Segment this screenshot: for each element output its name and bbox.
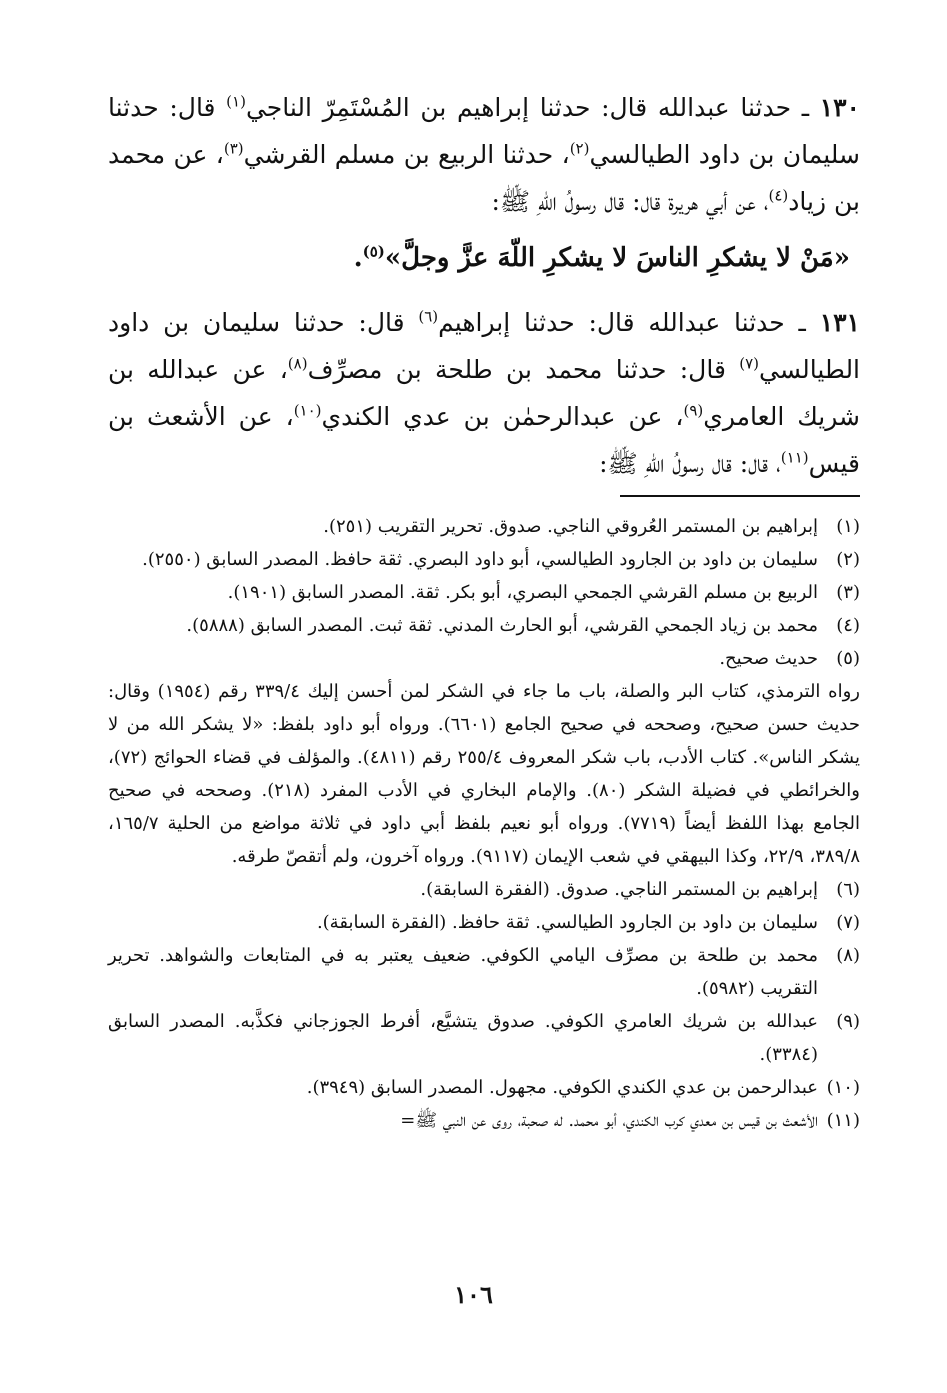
text-span: قال: حدثنا سليمان بن داود الطيالسي bbox=[108, 308, 861, 384]
footnotes bbox=[108, 510, 860, 1137]
text-span: ، قال: قال رسولُ اللّهِ ﷺ: bbox=[599, 449, 781, 478]
footnote-text: سليمان بن داود بن الجارود الطيالسي. ثقة حافظ. (الفقرة السابقة). bbox=[316, 912, 818, 933]
footnote-label: (٥) bbox=[836, 648, 860, 669]
footnote bbox=[108, 939, 860, 1005]
hadith-number: ١٣٠ bbox=[819, 93, 860, 122]
hadith-number: ١٣١ bbox=[819, 308, 860, 337]
footnote-label: (٧) bbox=[836, 912, 860, 933]
footnote-separator bbox=[620, 495, 860, 497]
footnote-ref[interactable]: (٨) bbox=[287, 354, 308, 373]
footnote-ref[interactable]: (٥) bbox=[362, 242, 385, 261]
paragraph-131 bbox=[108, 299, 860, 487]
footnote-text: الأشعث بن قيس بن معدي كرب الكندي، أبو محمد. له صحبة، روى عن النبي ﷺ= bbox=[400, 1110, 818, 1131]
footnote-text: إبراهيم بن المستمر الناجي. صدوق. (الفقرة السابقة). bbox=[420, 879, 818, 900]
footnote-label: (٢) bbox=[836, 549, 860, 570]
footnote-text: محمد بن زياد الجمحي القرشي، أبو الحارث المدني. ثقة ثبت. المصدر السابق (٥٨٨٨). bbox=[186, 615, 818, 636]
footnote-label: (٩) bbox=[836, 1011, 860, 1032]
footnote-ref[interactable]: (٤) bbox=[768, 186, 789, 205]
footnote-label: (٨) bbox=[836, 945, 860, 966]
text-span: ـ حدثنا عبدالله قال: حدثنا إبراهيم بن المُسْتَمِرّ الناجي bbox=[245, 93, 820, 122]
footnote-text: حديث صحيح. bbox=[719, 648, 818, 669]
hadith-text bbox=[108, 225, 860, 291]
footnote bbox=[108, 1071, 860, 1104]
footnote-ref[interactable]: (٧) bbox=[739, 354, 760, 373]
footnote-ref[interactable]: (١١) bbox=[780, 448, 809, 467]
text-span: ، حدثنا الربيع بن مسلم القرشي bbox=[243, 140, 570, 169]
page-number: ١٠٦ bbox=[454, 1280, 493, 1309]
footnote-label: (١١) bbox=[826, 1110, 860, 1131]
main-text bbox=[108, 84, 860, 487]
footnote bbox=[108, 1005, 860, 1071]
footnote bbox=[108, 576, 860, 609]
footnote bbox=[108, 609, 860, 642]
text-span: ، عن الأشعث بن قيس bbox=[108, 402, 860, 478]
footnote-label: (٣) bbox=[836, 582, 860, 603]
footnote-label: (٦) bbox=[836, 879, 860, 900]
text-span: ، عن عبدالله بن شريك العامري bbox=[108, 355, 860, 431]
footnote-text: عبدالله بن شريك العامري الكوفي. صدوق يتشيَّع، أفرط الجوزجاني فكذَّبه. المصدر السابق (٣٣٨٤). bbox=[108, 1011, 818, 1065]
footnote-text: إبراهيم بن المستمر العُروقي الناجي. صدوق. تحرير التقريب (٢٥١). bbox=[323, 516, 818, 537]
footnote-text: عبدالرحمن بن عدي الكندي الكوفي. مجهول. المصدر السابق (٣٩٤٩). bbox=[306, 1077, 818, 1098]
footnote bbox=[108, 510, 860, 543]
footnote bbox=[108, 873, 860, 906]
footnote-text: محمد بن طلحة بن مصرِّف اليامي الكوفي. ضعيف يعتبر به في المتابعات والشواهد. تحرير التقريب (٥٩٨٢). bbox=[108, 945, 818, 999]
footnote bbox=[108, 543, 860, 576]
footnote bbox=[108, 1104, 860, 1137]
footnote-ref[interactable]: (٩) bbox=[683, 401, 704, 420]
footnote-ref[interactable]: (١٠) bbox=[293, 401, 322, 420]
hadith-quote: «مَنْ لا يشكرِ الناسَ لا يشكرِ اللّهَ عزَّ وجلَّ» bbox=[384, 243, 850, 273]
text-span: قال: حدثنا محمد بن طلحة بن مصرِّف bbox=[307, 355, 740, 384]
footnote-ref[interactable]: (٢) bbox=[569, 139, 590, 158]
footnote-label: (١) bbox=[836, 516, 860, 537]
footnote-label: (١٠) bbox=[826, 1077, 860, 1098]
footnote-ref[interactable]: (١) bbox=[226, 92, 246, 111]
footnote bbox=[108, 642, 860, 675]
footnote-text: الربيع بن مسلم القرشي الجمحي البصري، أبو بكر. ثقة. المصدر السابق (١٩٠١). bbox=[227, 582, 818, 603]
footnote bbox=[108, 906, 860, 939]
text-span: ، عن أبي هريرة قال: قال رسولُ اللّهِ ﷺ: bbox=[491, 187, 769, 216]
footnote-continuation: رواه الترمذي، كتاب البر والصلة، باب ما جاء في الشكر لمن أحسن إليك ٣٣٩/٤ رقم (١٩٥٤) وقال: حديث حسن صحيح، وصححه في صحيح الجامع (٦٦٠١). ورواه أبو داود بلفظ: «لا يشكر الله من لا يشكر الناس». كتاب الأدب، باب شكر المعروف ٢٥٥/٤ رقم (٤٨١١). والمؤلف في قضاء الحوائج (٧٢)، والخرائطي في فضيلة الشكر (٨٠). والإمام البخاري في الأدب المفرد (٢١٨). وصححه في صحيح الجامع بهذا اللفظ أيضاً (٧٧١٩). ورواه أبو نعيم بلفظ أبي داود في ثلاثة مواضع من الحلية ١٦٥/٧، ٣٨٩/٨، ٢٢/٩، وكذا البيهقي في شعب الإيمان (٩١١٧). ورواه آخرون، ولم أتقصّ طرقه. bbox=[108, 681, 860, 867]
text-span: ، عن عبدالرحمٰن بن عدي الكندي bbox=[321, 402, 684, 431]
hadith-end: . bbox=[353, 243, 363, 273]
text-span: قال: حدثنا سليمان بن داود الطيالسي bbox=[108, 93, 860, 169]
footnote-ref[interactable]: (٣) bbox=[223, 139, 244, 158]
text-span: ، عن محمد بن زياد bbox=[108, 140, 860, 216]
footnote-text: سليمان بن داود بن الجارود الطيالسي، أبو داود البصري. ثقة حافظ. المصدر السابق (٢٥٥٠). bbox=[142, 549, 818, 570]
footnote-ref[interactable]: (٦) bbox=[418, 307, 439, 326]
footnote-label: (٤) bbox=[836, 615, 860, 636]
text-span: ـ حدثنا عبدالله قال: حدثنا إبراهيم bbox=[438, 308, 820, 337]
paragraph-130 bbox=[108, 84, 860, 225]
